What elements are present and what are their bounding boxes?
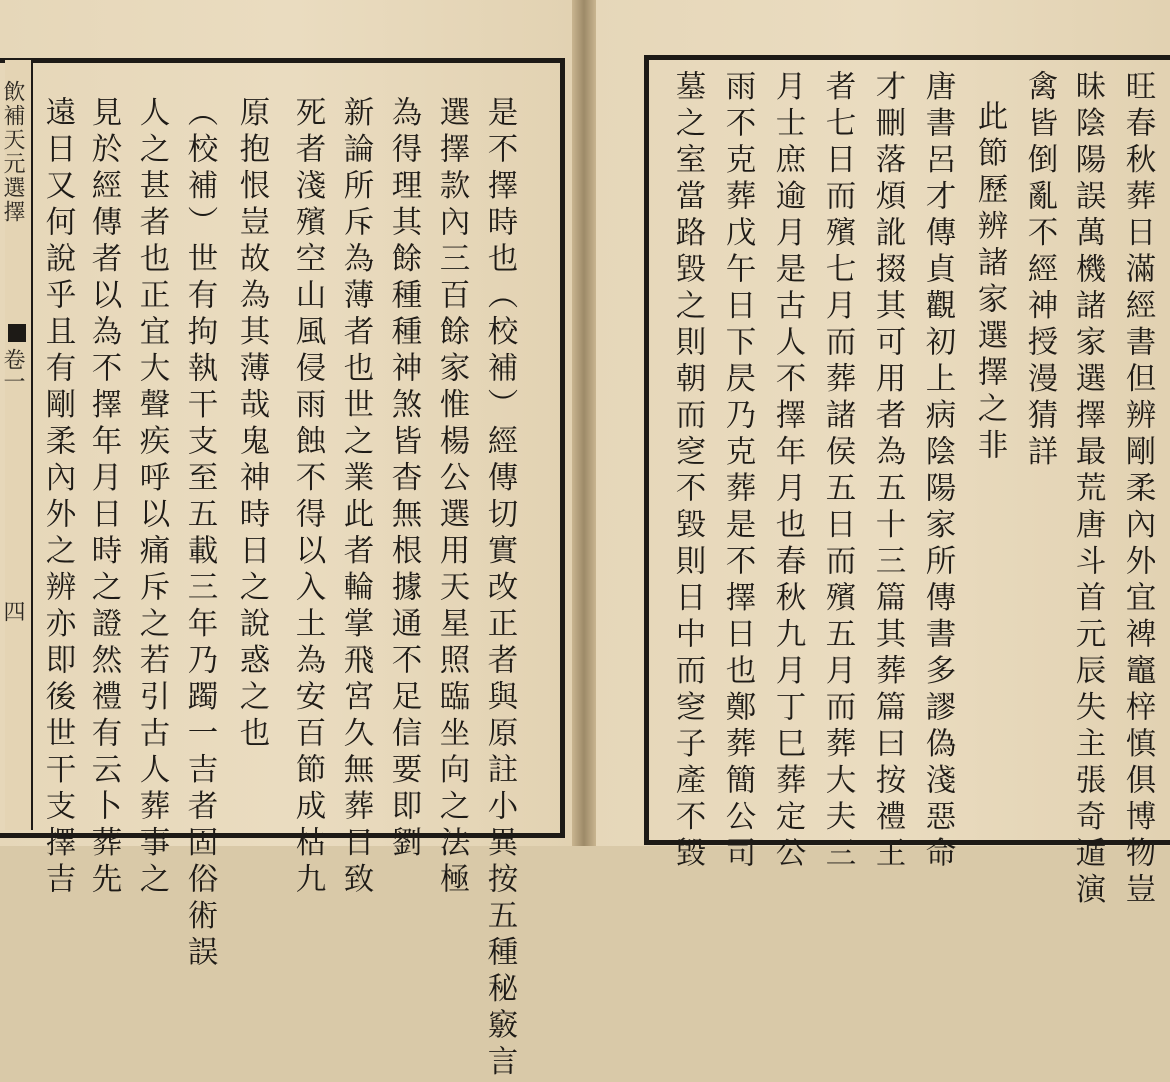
text-column: 唐書呂才傳貞觀初上病陰陽家所傳書多謬偽淺惡命 — [920, 70, 955, 873]
banner-page-number: 四 — [0, 600, 25, 622]
fishtail-mark-icon — [8, 324, 26, 342]
text-column: 為得理其餘種種神煞皆杳無根據通不足信要即劉 — [386, 96, 421, 863]
text-column: 月士庶逾月是古人不擇年月也春秋九月丁巳葬定公 — [770, 70, 805, 873]
text-column: （校補）世有拘執干支至五載三年乃躅一吉者固俗術誤 — [182, 96, 217, 972]
text-column: 人之甚者也正宜大聲疾呼以痛斥之若引古人葬事之 — [134, 96, 169, 899]
text-column: 禽皆倒亂不經神授漫猜詳 — [1022, 70, 1057, 472]
text-column: 者七日而殯七月而葬諸侯五日而殯五月而葬大夫三 — [820, 70, 855, 873]
banner-volume: 卷一 — [0, 348, 25, 392]
text-column: 旺春秋葬日滿經書但辨剛柔內外宜裨竈梓慎俱博物豈 — [1120, 70, 1155, 910]
text-column: 見於經傳者以為不擇年月日時之證然禮有云卜葬先 — [86, 96, 121, 899]
text-column: 才刪落煩訛掇其可用者為五十三篇其葬篇曰按禮王 — [870, 70, 905, 873]
text-column: 死者淺殯空山風侵雨蝕不得以入土為安百節成枯九 — [290, 96, 325, 899]
text-column: 墓之室當路毀之則朝而窆不毀則日中而窆子產不毀 — [670, 70, 705, 873]
text-column: 原抱恨豈故為其薄哉鬼神時日之說惑之也 — [234, 96, 269, 753]
text-column: 雨不克葬戊午日下昃乃克葬是不擇日也鄭葬簡公司 — [720, 70, 755, 873]
text-column: 選擇款內三百餘家惟楊公選用天星照臨坐向之法極 — [434, 96, 469, 899]
text-column: 昧陰陽誤萬機諸家選擇最荒唐斗首元辰失主張奇遁演 — [1070, 70, 1105, 910]
text-column: 新論所斥為薄者也世之業此者輪掌飛宮久無葬日致 — [338, 96, 373, 899]
book-gutter — [572, 0, 596, 846]
text-column: 此節歷辨諸家選擇之非 — [972, 100, 1007, 465]
banner-book-title: 飲補天元選擇 — [0, 80, 25, 224]
text-column: 遠日又何說乎且有剛柔內外之辨亦即後世干支擇吉 — [40, 96, 75, 899]
text-column: 是不擇時也（校補）經傳切實改正者與原註小異按五種秘竅言 — [482, 96, 517, 1082]
